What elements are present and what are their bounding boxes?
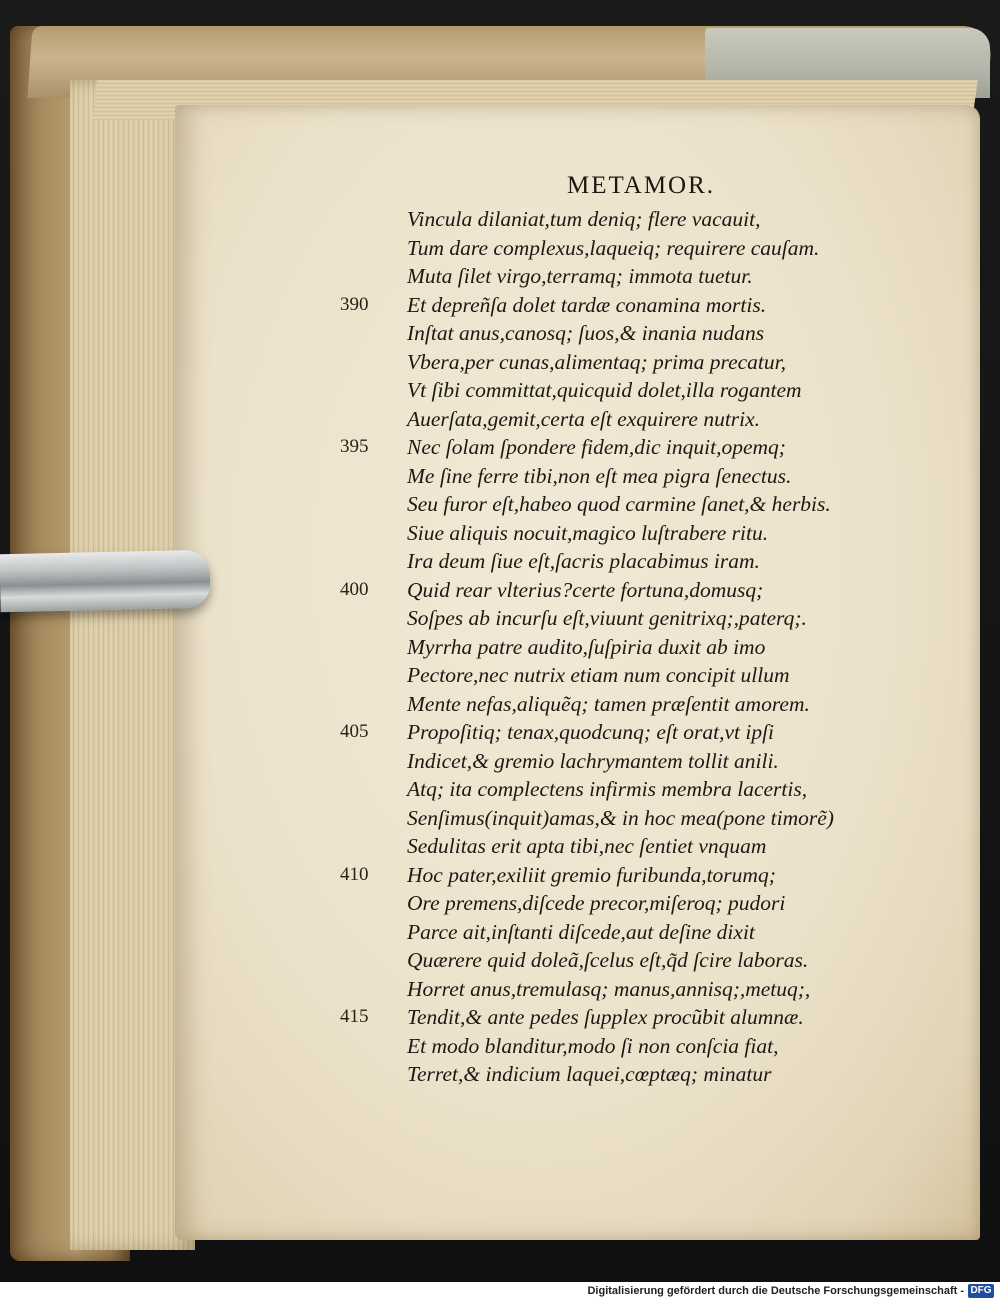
verse-line <box>340 690 940 719</box>
verse-line <box>340 861 940 890</box>
verse-text: Quærere quid doleã,ſcelus eſt,q̃d ſcire laboras. <box>407 948 809 972</box>
verse-line <box>340 405 940 434</box>
verse-text: Mente nefas,aliquẽq; tamen præſentit amorem. <box>407 691 810 716</box>
verse-line <box>340 205 940 234</box>
verse-text: Terret,& indicium laquei,cœptæq; minatur <box>407 1062 772 1086</box>
verse-line <box>340 804 940 833</box>
verse-text: Hoc pater,exiliit gremio furibunda,torumq; <box>407 862 776 887</box>
verse-line <box>340 604 940 633</box>
verse-text: Myrrha patre audito,ſuſpiria duxit ab imo <box>407 634 766 659</box>
line-number: 400 <box>340 578 369 600</box>
verse-text: Soſpes ab incurſu eſt,viuunt genitrixq;,paterq;. <box>407 606 807 630</box>
verse-text: Vbera,per cunas,alimentaq; prima precatur, <box>407 349 786 374</box>
verse-line <box>340 348 940 377</box>
footer-credit: Digitalisierung gefördert durch die Deutsche Forschungsgemeinschaft - <box>587 1285 964 1297</box>
verse-text: Ore premens,diſcede precor,miſeroq; pudori <box>407 891 786 915</box>
verse-line <box>340 234 940 263</box>
verse-text: Nec ſolam ſpondere fidem,dic inquit,opemq; <box>407 435 786 459</box>
dfg-logo: DFG <box>968 1284 994 1298</box>
verse-line <box>340 747 940 776</box>
verse-line <box>340 1060 940 1089</box>
verse-text: Atq; ita complectens infirmis membra lacertis, <box>407 777 808 801</box>
line-number: 395 <box>340 436 369 457</box>
verse-line <box>340 291 940 320</box>
page-holder-clip <box>0 550 211 612</box>
verse-line <box>340 547 940 576</box>
line-number: 410 <box>340 863 369 885</box>
verse-text: Indicet,& gremio lachrymantem tollit anili. <box>407 748 779 773</box>
line-number: 405 <box>340 721 369 742</box>
verse-list <box>340 205 940 1089</box>
running-head: METAMOR. <box>567 172 716 199</box>
verse-text: Inſtat anus,canosq; ſuos,& inania nudans <box>407 321 765 345</box>
verse-text: Horret anus,tremulasq; manus,annisq;,metuq;, <box>407 976 811 1001</box>
verse-line <box>340 376 940 405</box>
verse-line <box>340 832 940 861</box>
verse-text: Propoſitiq; tenax,quodcunq; eſt orat,vt ipſi <box>407 720 775 744</box>
verse-line <box>340 319 940 348</box>
verse-line <box>340 433 940 462</box>
verse-line <box>340 918 940 947</box>
verse-line <box>340 661 940 690</box>
verse-text: Et modo blanditur,modo ſi non conſcia fiat, <box>407 1033 779 1058</box>
verse-text: Senſimus(inquit)amas,& in hoc mea(pone timorẽ) <box>407 805 834 830</box>
verse-text: Ira deum ſiue eſt,ſacris placabimus iram. <box>407 549 760 573</box>
verse-text: Auerſata,gemit,certa eſt exquirere nutrix. <box>407 406 761 431</box>
verse-text: Tendit,& ante pedes ſupplex procũbit alumnæ. <box>407 1005 804 1029</box>
verse-line <box>340 1032 940 1061</box>
verse-text: Et depreñſa dolet tardæ conamina mortis. <box>407 292 767 317</box>
verse-text: Quid rear vlterius?certe fortuna,domusq; <box>407 577 764 602</box>
verse-line <box>340 262 940 291</box>
verse-line <box>340 519 940 548</box>
verse-text: Vt ſibi committat,quicquid dolet,illa rogantem <box>407 378 802 402</box>
verse-text: Parce ait,inſtanti diſcede,aut deſine dixit <box>407 919 755 944</box>
verse-line <box>340 1003 940 1032</box>
verse-line <box>340 975 940 1004</box>
verse-line <box>340 889 940 918</box>
verse-line <box>340 462 940 491</box>
verse-line <box>340 946 940 975</box>
verse-text: Vincula dilaniat,tum deniq; flere vacauit, <box>407 207 761 231</box>
verse-text: Siue aliquis nocuit,magico luſtrabere ritu. <box>407 520 769 545</box>
verse-line <box>340 576 940 605</box>
verse-text: Pectore,nec nutrix etiam num concipit ullum <box>407 663 790 687</box>
verse-line <box>340 633 940 662</box>
verse-line <box>340 490 940 519</box>
verse-text: Tum dare complexus,laqueiq; requirere cauſam. <box>407 235 820 260</box>
line-number: 415 <box>340 1006 369 1027</box>
verse-text: Sedulitas erit apta tibi,nec ſentiet vnquam <box>407 834 767 858</box>
verse-line <box>340 775 940 804</box>
verse-line <box>340 718 940 747</box>
verse-text: Seu furor eſt,habeo quod carmine ſanet,& herbis. <box>407 492 831 516</box>
verse-text: Muta ſilet virgo,terramq; immota tuetur. <box>407 264 753 288</box>
verse-text: Me ſine ferre tibi,non eſt mea pigra ſenectus. <box>407 463 792 488</box>
line-number: 390 <box>340 293 369 315</box>
